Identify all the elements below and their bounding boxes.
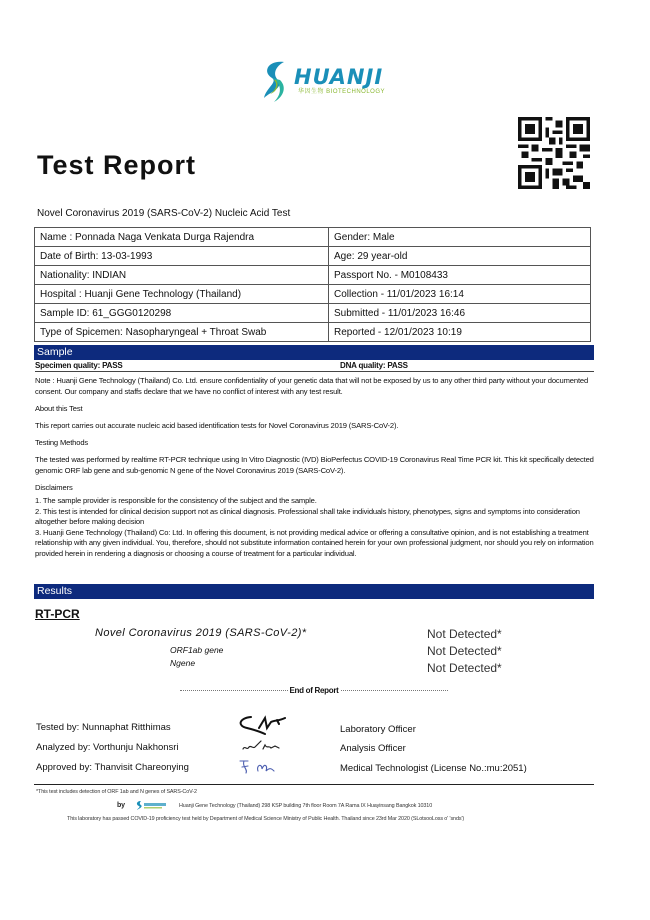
patient-passport: Passport No. - M0108433 <box>329 266 591 285</box>
table-row <box>35 323 591 342</box>
approved-by-role: Medical Technologist (License No.:mu:2051) <box>340 763 527 774</box>
method-heading: RT-PCR <box>35 607 80 621</box>
approved-by: Approved by: Thanvisit Chareonying <box>36 762 189 773</box>
table-row <box>35 228 591 247</box>
disclaimer-item: 2. This test is intended for clinical decision support not as clinical diagnosis. Professional shall take individuals history, phenotypes, signs and symptoms into consideration altogether before making decision <box>35 506 580 527</box>
signature-approved-icon <box>238 757 278 775</box>
result-value-ngene: Not Detected* <box>427 661 502 675</box>
end-of-report-label: End of Report <box>289 686 339 695</box>
specimen-quality: Specimen quality: PASS <box>35 361 123 370</box>
table-row <box>35 247 591 266</box>
logo-wordmark: HUANJI <box>294 65 384 89</box>
hospital: Hospital : Huanji Gene Technology (Thailand) <box>35 285 329 304</box>
analyzed-by: Analyzed by: Vorthunju Nakhonsri <box>36 742 179 753</box>
footer-divider <box>34 784 594 785</box>
result-value-orf1ab: Not Detected* <box>427 644 502 658</box>
disclaimer-item: 1. The sample provider is responsible for the consistency of the subject and the sample. <box>35 496 317 505</box>
result-value-sars-cov-2: Not Detected* <box>427 627 502 641</box>
sample-id: Sample ID: 61_GGG0120298 <box>35 304 329 323</box>
footnote: *This test includes detection of ORF 1ab and N genes of SARS-CoV-2 <box>36 789 197 795</box>
submitted-time: Submitted - 11/01/2023 16:46 <box>329 304 591 323</box>
huanji-logo <box>258 58 408 104</box>
tested-by-role: Laboratory Officer <box>340 724 416 735</box>
by-label: by <box>117 802 125 809</box>
dna-quality: DNA quality: PASS <box>340 361 408 370</box>
table-row <box>35 266 591 285</box>
logo-tagline: 华因生物 BIOTECHNOLOGY <box>298 89 386 95</box>
tested-by: Tested by: Nunnaphat Ritthimas <box>36 722 171 733</box>
accreditation-text: This laboratory has passed COVID-19 proficiency test held by Department of Medical Science Ministry of Public Health. Thailand since 23rd Mar 2020 (SLotsooLoss o' 'snds') <box>67 816 465 822</box>
disclaimers-heading: Disclaimers <box>35 483 73 492</box>
divider <box>341 690 449 691</box>
patient-nationality: Nationality: INDIAN <box>35 266 329 285</box>
end-of-report <box>180 686 448 695</box>
patient-name: Name : Ponnada Naga Venkata Durga Rajendra <box>35 228 329 247</box>
address-text: Huanji Gene Technology (Thailand) 298 KSP building 7th floor Room 7A Rama IX Huayinsang Bangkok 10310 <box>179 803 433 809</box>
result-name-orf1ab: ORF1ab gene <box>170 645 224 655</box>
huanji-swirl-icon <box>258 58 292 104</box>
huanji-mini-logo-icon <box>135 800 169 811</box>
signature-tested-icon <box>237 714 287 736</box>
specimen-type: Type of Spicemen: Nasopharyngeal + Throat Swab <box>35 323 329 342</box>
patient-age: Age: 29 year-old <box>329 247 591 266</box>
results-section-header: Results <box>34 584 594 599</box>
qr-code-icon <box>518 117 590 189</box>
methods-text: The tested was performed by realtime RT-PCR technique using In Vitro Diagnostic (IVD) BioPerfectus COVID-19 Coronavirus Real Time PCR kit. This kit specifically detected genomic ORF lab gene and sub-genomic N gene of the Novel Coronavirus 2019 (SARS-CoV-2). <box>35 455 594 475</box>
disclaimer-item: 3. Huanji Gene Technology (Thailand) Co: Ltd. In offering this document, is not providing medical advice or offering a consultative opinion, and is not establishing a treatment relationship with any given individual. You, therefore, should not substitute information contained herein for your own professional judgment, nor should you rely on information provided herein in rendering a diagnosis or choosing a course of treatment for a particular individual. <box>35 527 594 558</box>
page-title: Test Report <box>37 150 197 180</box>
reported-time: Reported - 12/01/2023 10:19 <box>329 323 591 342</box>
table-row <box>35 285 591 304</box>
table-row <box>35 304 591 323</box>
patient-gender: Gender: Male <box>329 228 591 247</box>
result-name-sars-cov-2: Novel Coronavirus 2019 (SARS-CoV-2)* <box>95 627 307 639</box>
patient-info-table <box>34 227 591 342</box>
disclaimers-list <box>35 496 595 560</box>
about-heading: About this Test <box>35 404 83 413</box>
result-name-ngene: Ngene <box>170 658 196 668</box>
patient-dob: Date of Birth: 13-03-1993 <box>35 247 329 266</box>
analyzed-by-role: Analysis Officer <box>340 743 406 754</box>
collection-time: Collection - 11/01/2023 16:14 <box>329 285 591 304</box>
about-text: This report carries out accurate nucleic acid based identification tests for Novel Coronavirus 2019 (SARS-CoV-2). <box>35 421 399 430</box>
confidentiality-note: Note : Huanji Gene Technology (Thailand) Co. Ltd. ensure confidentiality of your genetic data that will not be exposed by us to any other third party without your documented consent. Our company and staffs declare that we have no conflict of interest with any test result. <box>35 376 589 396</box>
methods-heading: Testing Methods <box>35 438 89 447</box>
quality-row <box>35 361 594 372</box>
test-subtitle: Novel Coronavirus 2019 (SARS-CoV-2) Nucleic Acid Test <box>37 208 291 219</box>
signature-analyzed-icon <box>241 739 281 753</box>
divider <box>180 690 288 691</box>
sample-section-header: Sample <box>34 345 594 360</box>
company-address <box>117 802 433 809</box>
